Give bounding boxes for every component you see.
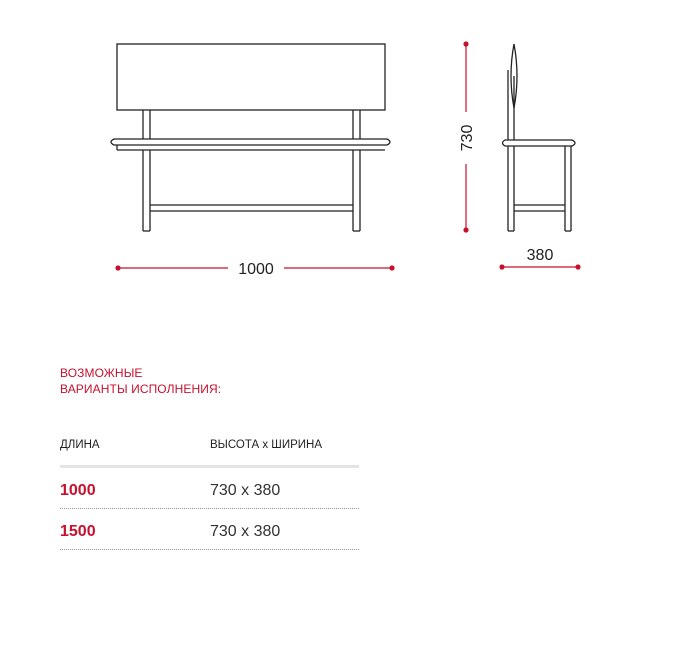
variants-title-line2: ВАРИАНТЫ ИСПОЛНЕНИЯ: bbox=[60, 382, 222, 396]
table-header bbox=[60, 437, 359, 465]
variants-table bbox=[60, 437, 359, 550]
seat-front bbox=[111, 139, 390, 145]
depth-label: 380 bbox=[526, 247, 554, 264]
table-row bbox=[60, 509, 359, 550]
variants-title bbox=[60, 365, 221, 397]
row-length: 1500 bbox=[60, 523, 96, 540]
dimension-height bbox=[459, 41, 476, 232]
dim-dot-bottom bbox=[463, 227, 468, 232]
height-label: 730 bbox=[459, 124, 476, 152]
row-size: 730 х 380 bbox=[210, 523, 281, 540]
seat-side bbox=[503, 140, 576, 146]
bench-front-view bbox=[111, 44, 390, 231]
dim-dot-left bbox=[115, 265, 120, 270]
dimension-depth bbox=[499, 247, 580, 270]
dim-dot-top bbox=[463, 41, 468, 46]
row-size: 730 х 380 bbox=[210, 482, 281, 499]
column-length-header: ДЛИНА bbox=[60, 439, 100, 451]
dimension-length bbox=[115, 261, 394, 278]
column-size-header: ВЫСОТА х ШИРИНА bbox=[210, 439, 323, 451]
row-length: 1000 bbox=[60, 482, 96, 499]
table-row bbox=[60, 468, 359, 509]
dim-dot-depth-left bbox=[499, 264, 504, 269]
backrest-front bbox=[117, 44, 385, 110]
variants-title-line1: ВОЗМОЖНЫЕ bbox=[60, 366, 143, 380]
bench-side-view bbox=[503, 44, 576, 231]
dim-dot-right bbox=[389, 265, 394, 270]
dim-dot-depth-right bbox=[575, 264, 580, 269]
length-label: 1000 bbox=[238, 261, 274, 278]
